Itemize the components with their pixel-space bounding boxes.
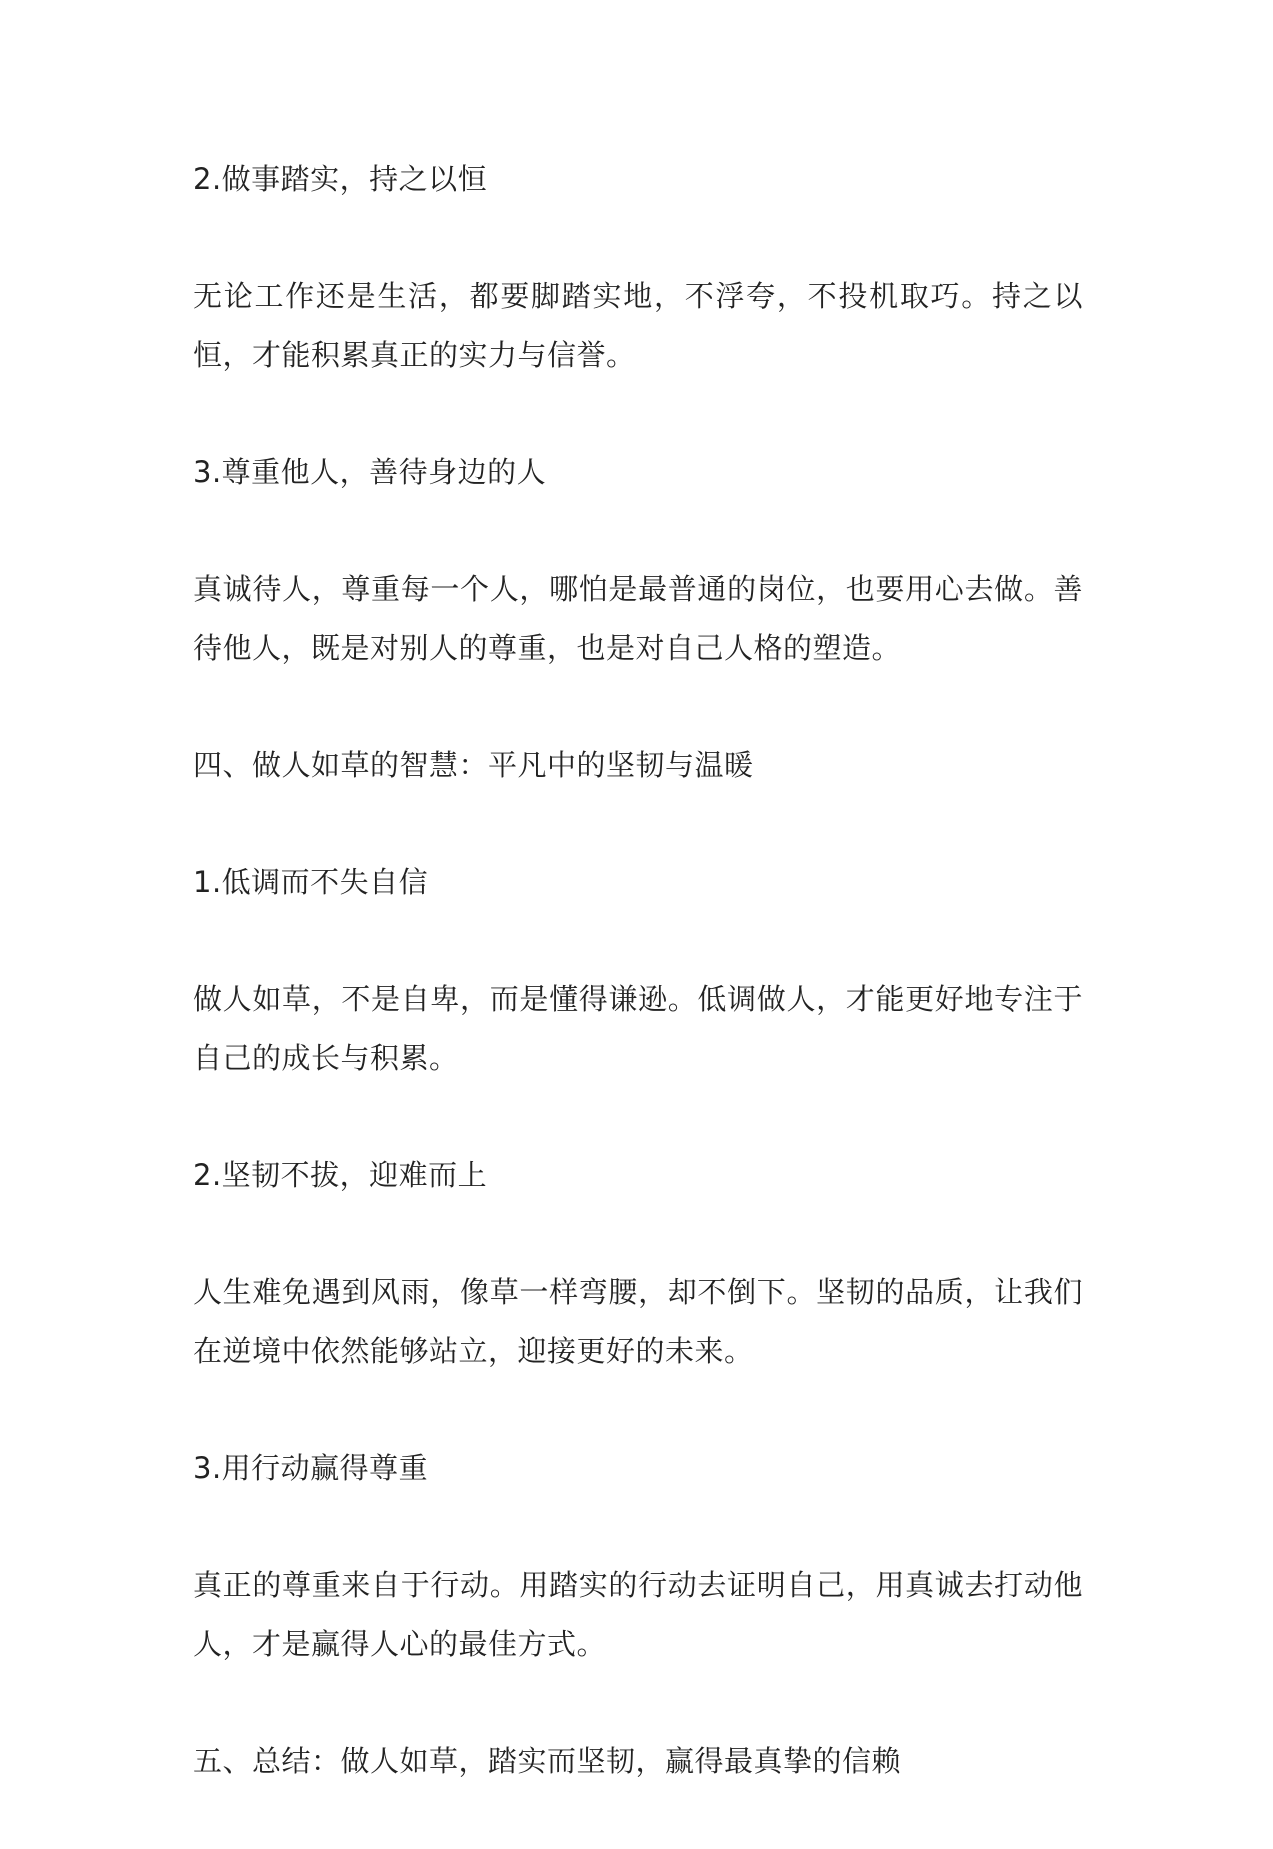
paragraph: 做人如草，不是自卑，而是懂得谦逊。低调做人，才能更好地专注于自己的成长与积累。 bbox=[193, 982, 1083, 1075]
subheading-2: 2.坚韧不拔，迎难而上 bbox=[193, 1158, 488, 1192]
paragraph: 人生难免遇到风雨，像草一样弯腰，却不倒下。坚韧的品质，让我们在逆境中依然能够站立，迎接更好的未来。 bbox=[193, 1275, 1083, 1368]
paragraph: 真诚待人，尊重每一个人，哪怕是最普通的岗位，也要用心去做。善待他人，既是对别人的尊重，也是对自己人格的塑造。 bbox=[193, 572, 1083, 665]
subheading-3: 3.用行动赢得尊重 bbox=[193, 1451, 429, 1485]
subheading-3: 3.尊重他人，善待身边的人 bbox=[193, 455, 547, 489]
document-body bbox=[193, 150, 1083, 1849]
subheading-1: 1.低调而不失自信 bbox=[193, 865, 429, 899]
paragraph: 无论工作还是生活，都要脚踏实地，不浮夸，不投机取巧。持之以恒，才能积累真正的实力与信誉。 bbox=[193, 279, 1083, 372]
section-heading-5: 五、总结：做人如草，踏实而坚韧，赢得最真挚的信赖 bbox=[193, 1744, 902, 1778]
section-heading-4: 四、做人如草的智慧：平凡中的坚韧与温暖 bbox=[193, 748, 754, 782]
subheading-2: 2.做事踏实，持之以恒 bbox=[193, 162, 488, 196]
paragraph: 真正的尊重来自于行动。用踏实的行动去证明自己，用真诚去打动他人，才是赢得人心的最佳方式。 bbox=[193, 1568, 1083, 1661]
